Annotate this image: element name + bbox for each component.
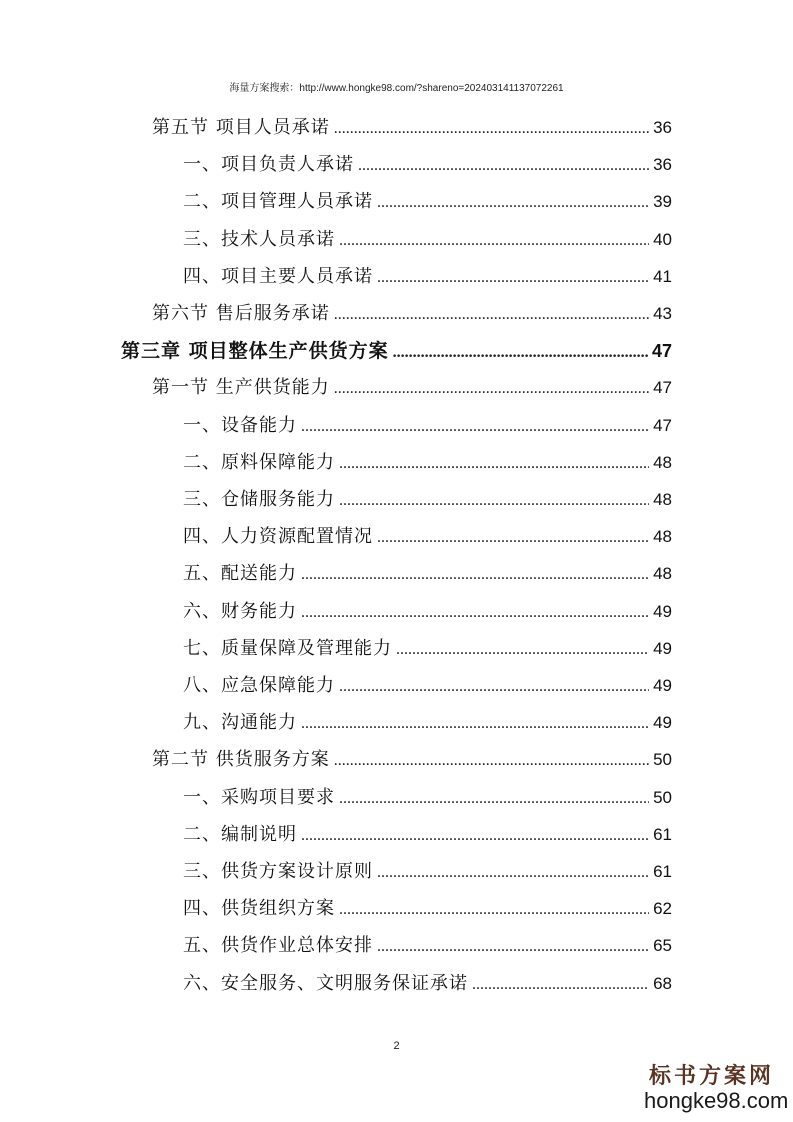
toc-dot-leader [377,194,649,212]
toc-entry[interactable] [183,597,672,623]
toc-entry-title: 四、人力资源配置情况 [183,526,373,548]
toc-entry[interactable] [183,634,672,660]
toc-entry-title: 二、编制说明 [183,823,297,845]
toc-dot-leader [301,604,649,622]
toc-dot-leader [334,120,649,138]
toc-entry[interactable] [121,336,672,363]
toc-entry[interactable] [183,708,672,734]
toc-entry-page: 36 [653,155,672,175]
toc-entry-page: 49 [653,638,672,658]
toc-entry-title: 第一节 生产供货能力 [152,377,330,399]
toc-entry-title: 一、采购项目要求 [183,786,335,808]
toc-entry-title: 八、应急保障能力 [183,675,335,696]
toc-entry[interactable] [152,113,672,139]
toc-entry[interactable] [183,969,672,995]
toc-entry-page: 50 [653,787,672,807]
toc-entry-page: 49 [653,676,672,695]
page-number: 2 [393,1040,400,1052]
toc-entry-title: 五、供货作业总体安排 [183,935,373,957]
toc-entry-page: 48 [653,564,672,584]
watermark-logo [644,1059,789,1114]
toc-entry[interactable] [183,559,672,585]
toc-entry-title: 三、技术人员承诺 [183,228,335,250]
toc-entry-page: 61 [653,862,672,881]
page-header: 海量方案搜索：http://www.hongke98.com/?shareno=202403141137072261 [229,83,564,94]
toc-entry-page: 65 [653,936,672,956]
toc-dot-leader [377,864,649,882]
toc-entry-title: 六、安全服务、文明服务保证承诺 [183,972,468,994]
toc-entry[interactable] [183,225,672,251]
toc-entry-page: 41 [653,266,672,286]
toc-entry-page: 47 [653,378,672,398]
toc-entry-page: 62 [653,899,672,919]
toc-entry-title: 三、仓储服务能力 [183,489,335,510]
toc-entry-title: 九、沟通能力 [183,712,297,734]
toc-entry-title: 第三章 项目整体生产供货方案 [121,340,389,363]
toc-entry-page: 49 [653,713,672,733]
toc-entry-page: 47 [653,415,672,435]
toc-entry-page: 47 [651,341,672,362]
toc-entry-title: 二、项目管理人员承诺 [183,191,373,213]
toc-entry-title: 一、设备能力 [183,414,297,436]
toc-entry[interactable] [183,820,672,846]
toc-entry-page: 40 [653,229,672,249]
toc-entry-title: 第五节 项目人员承诺 [152,117,330,138]
toc-entry-title: 一、项目负责人承诺 [183,154,354,176]
toc-entry-page: 68 [653,973,672,993]
toc-entry[interactable] [152,373,672,399]
toc-entry-title: 六、财务能力 [183,600,297,622]
toc-entry-title: 三、供货方案设计原则 [183,861,373,882]
toc-entry-page: 48 [653,527,672,547]
toc-entry[interactable] [152,745,672,771]
toc-dot-leader [301,715,649,733]
toc-entry-title: 第二节 供货服务方案 [152,749,330,771]
toc-dot-leader [301,827,649,845]
toc-dot-leader [472,976,649,994]
toc-dot-leader [377,269,649,287]
toc-entry[interactable] [183,857,672,883]
toc-dot-leader [377,938,649,956]
toc-dot-leader [301,418,649,436]
toc-dot-leader [393,344,648,362]
toc-entry-page: 50 [653,750,672,770]
toc-dot-leader [301,566,649,584]
toc-entry-page: 39 [653,192,672,212]
toc-entry[interactable] [152,299,672,325]
toc-entry[interactable] [183,485,672,511]
toc-dot-leader [339,901,649,919]
toc-dot-leader [334,306,649,324]
toc-entry-title: 二、原料保障能力 [183,451,335,473]
toc-dot-leader [334,380,649,398]
toc-entry[interactable] [183,671,672,697]
toc-entry[interactable] [183,448,672,474]
toc-dot-leader [377,529,649,547]
toc-entry-title: 五、配送能力 [183,563,297,585]
toc-entry-title: 第六节 售后服务承诺 [152,303,330,324]
toc-entry[interactable] [183,262,672,288]
toc-entry[interactable] [183,187,672,213]
toc-entry-page: 36 [653,118,672,137]
toc-entry-page: 49 [653,601,672,621]
toc-entry-page: 48 [653,452,672,472]
toc-entry-page: 43 [653,304,672,323]
toc-dot-leader [339,232,649,250]
toc-dot-leader [339,790,649,808]
toc-dot-leader [339,678,649,696]
toc-entry[interactable] [183,783,672,809]
watermark-brand-url: hongke98.com [644,1088,789,1113]
toc-entry[interactable] [183,150,672,176]
toc-entry-page: 48 [653,490,672,509]
toc-dot-leader [339,455,649,473]
toc-entry-page: 61 [653,824,672,844]
toc-entry-title: 七、质量保障及管理能力 [183,637,392,659]
toc-entry[interactable] [183,894,672,920]
toc-dot-leader [358,157,649,175]
toc-entry[interactable] [183,411,672,437]
toc-entry[interactable] [183,522,672,548]
toc-entry[interactable] [183,931,672,957]
toc-dot-leader [396,641,649,659]
watermark-brand-cn: 标书方案网 [648,1063,774,1089]
toc-dot-leader [334,752,649,770]
toc-entry-title: 四、项目主要人员承诺 [183,265,373,287]
toc-entry-title: 四、供货组织方案 [183,898,335,920]
toc-dot-leader [339,492,649,510]
